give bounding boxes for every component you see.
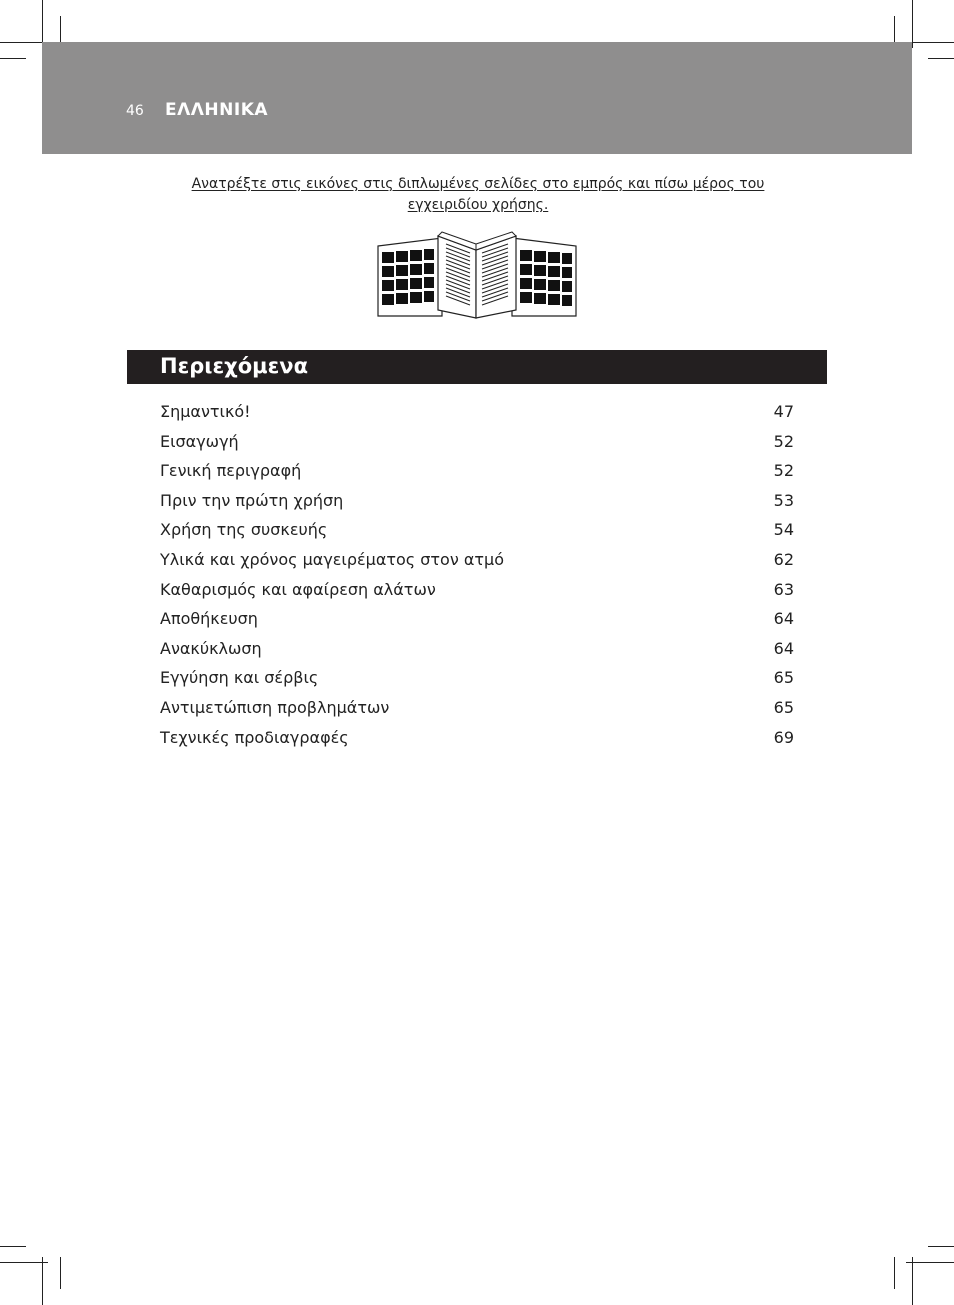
toc-item-title: Αντιμετώπιση προβλημάτων	[160, 697, 390, 717]
crop-mark	[906, 42, 954, 43]
toc-item-page: 65	[773, 668, 794, 688]
crop-mark	[912, 1257, 913, 1305]
toc-item-title: Τεχνικές προδιαγραφές	[160, 727, 349, 747]
toc-item[interactable]	[160, 609, 794, 639]
crop-mark	[0, 58, 26, 59]
toc-item-page: 64	[773, 638, 794, 658]
crop-mark	[0, 1246, 26, 1247]
crop-mark	[928, 1246, 954, 1247]
toc-item-title: Γενική περιγραφή	[160, 461, 302, 481]
toc-item-title: Υλικά και χρόνος μαγειρέματος στον ατμό	[160, 549, 505, 569]
toc-item[interactable]	[160, 698, 794, 728]
toc-item[interactable]	[160, 728, 794, 758]
toc-item-title: Ανακύκλωση	[160, 638, 262, 658]
header-band	[42, 42, 912, 154]
toc-item-page: 63	[773, 579, 794, 599]
toc-item-page: 65	[773, 697, 794, 717]
intro-note-line-2: εγχειριδίου χρήσης.	[407, 197, 549, 213]
crop-mark	[928, 58, 954, 59]
toc-item-page: 69	[773, 727, 794, 747]
toc-item-title: Αποθήκευση	[160, 609, 258, 629]
toc-item-page: 47	[773, 402, 794, 421]
toc-heading: Περιεχόμενα	[160, 354, 309, 378]
toc-item[interactable]	[160, 639, 794, 669]
toc-item-page: 54	[773, 520, 794, 540]
toc-list	[160, 402, 794, 757]
crop-mark	[42, 0, 43, 48]
toc-item-title: Σημαντικό!	[160, 402, 251, 421]
crop-mark	[0, 42, 48, 43]
crop-mark	[60, 1257, 61, 1289]
toc-item[interactable]	[160, 550, 794, 580]
crop-mark	[906, 1262, 954, 1263]
toc-item-title: Χρήση της συσκευής	[160, 520, 328, 540]
page-number: 46	[126, 103, 144, 119]
crop-mark	[912, 0, 913, 48]
toc-item-title: Πριν την πρώτη χρήση	[160, 490, 344, 510]
language-label: ΕΛΛΗΝΙΚΑ	[165, 100, 269, 120]
toc-item[interactable]	[160, 461, 794, 491]
foldout-book-icon	[376, 228, 578, 320]
toc-item[interactable]	[160, 491, 794, 521]
toc-item[interactable]	[160, 402, 794, 432]
toc-item-page: 53	[773, 490, 794, 510]
toc-item-title: Καθαρισμός και αφαίρεση αλάτων	[160, 579, 436, 599]
intro-note-line-1: Ανατρέξτε στις εικόνες στις διπλωμένες σελίδες στο εμπρός και πίσω μέρος του	[191, 176, 765, 192]
toc-item-page: 52	[773, 461, 794, 481]
toc-item-title: Εγγύηση και σέρβις	[160, 668, 319, 688]
toc-item[interactable]	[160, 580, 794, 610]
crop-mark	[42, 1257, 43, 1305]
toc-item-page: 64	[773, 609, 794, 629]
toc-item[interactable]	[160, 668, 794, 698]
crop-mark	[0, 1262, 48, 1263]
intro-note	[160, 174, 796, 216]
crop-mark	[894, 1257, 895, 1289]
toc-item-page: 62	[773, 549, 794, 569]
toc-item[interactable]	[160, 432, 794, 462]
toc-item[interactable]	[160, 520, 794, 550]
toc-item-title: Εισαγωγή	[160, 431, 239, 451]
toc-item-page: 52	[773, 431, 794, 451]
